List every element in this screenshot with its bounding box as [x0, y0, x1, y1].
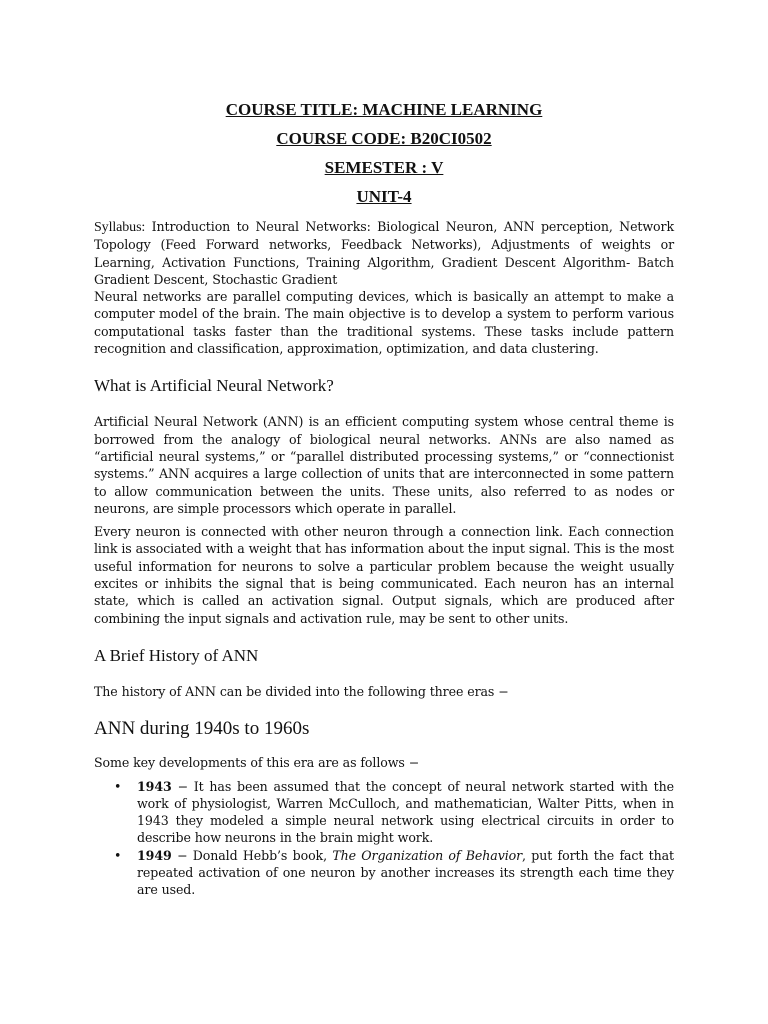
intro-paragraph: Neural networks are parallel computing devices, which is basically an attempt to make a computer model of the brain. The main objective is to develop a system to perform various computational tasks faster than the traditional systems. These tasks include pattern recognition and classification, approximation, optimization, and data clustering. — [94, 289, 674, 357]
era-list — [94, 778, 674, 899]
what-is-ann-paragraph-2: Every neuron is connected with other neuron through a connection link. Each connection link is associated with a weight that has information about the input signal. This is the most useful information for neurons to solve a particular problem because the weight usually excites or inhibits the signal that is being communicated. Each neuron has an internal state, which is called an activation signal. Output signals, which are produced after combining the input signals and activation rule, may be sent to other units. — [94, 524, 674, 626]
list-item-text: − It has been assumed that the concept of neural network started with the work of physiologist, Warren McCulloch, and mathematician, Walter Pitts, when in 1943 they modeled a simple neural network using electrical circuits in order to describe how neurons in the brain might work. — [137, 778, 674, 846]
bullet-icon: • — [114, 778, 122, 794]
history-paragraph: The history of ANN can be divided into the following three eras − — [94, 683, 509, 699]
semester: SEMESTER : V — [324, 158, 444, 177]
syllabus-text: Introduction to Neural Networks: Biological Neuron, ANN perception, Network Topology (Feed Forward networks, Feedback Networks), Adjustments of weights or Learning, Activation Functions, Training Algorithm, Gradient Descent Algorithm- Batch Gradient Descent, Stochastic Gradient — [94, 219, 674, 287]
what-is-ann-heading: What is Artificial Neural Network? — [94, 376, 334, 396]
what-is-ann-paragraph-1: Artificial Neural Network (ANN) is an efficient computing system whose central theme is borrowed from the analogy of biological neural networks. ANNs are also named as “artificial neural systems,” or “parallel distributed processing systems,” or “connectionist systems.” ANN acquires a large collection of units that are interconnected in some pattern to allow communication between the units. These units, also referred to as nodes or neurons, are simple processors which operate in parallel. — [94, 414, 674, 516]
list-item-year: 1943 — [137, 778, 172, 794]
list-item-text-tail: , put forth the fact that repeated activation of one neuron by another increases its strength each time they are used. — [137, 847, 674, 898]
unit-title: UNIT-4 — [356, 187, 412, 206]
list-item — [94, 778, 674, 847]
era-heading: ANN during 1940s to 1960s — [94, 718, 310, 740]
bullet-icon: • — [114, 847, 122, 863]
title-block — [94, 0, 674, 211]
list-item-year: 1949 — [137, 847, 172, 863]
book-title: The Organization of Behavior — [332, 847, 523, 863]
syllabus — [94, 218, 674, 288]
era-intro: Some key developments of this era are as follows − — [94, 755, 420, 771]
history-heading: A Brief History of ANN — [94, 645, 259, 665]
course-title: COURSE TITLE: MACHINE LEARNING — [225, 100, 543, 119]
list-item-text: − Donald Hebb’s book, — [171, 847, 333, 863]
course-code: COURSE CODE: B20CI0502 — [276, 129, 492, 148]
list-item — [94, 847, 674, 899]
syllabus-label: Syllabus: — [94, 220, 146, 235]
